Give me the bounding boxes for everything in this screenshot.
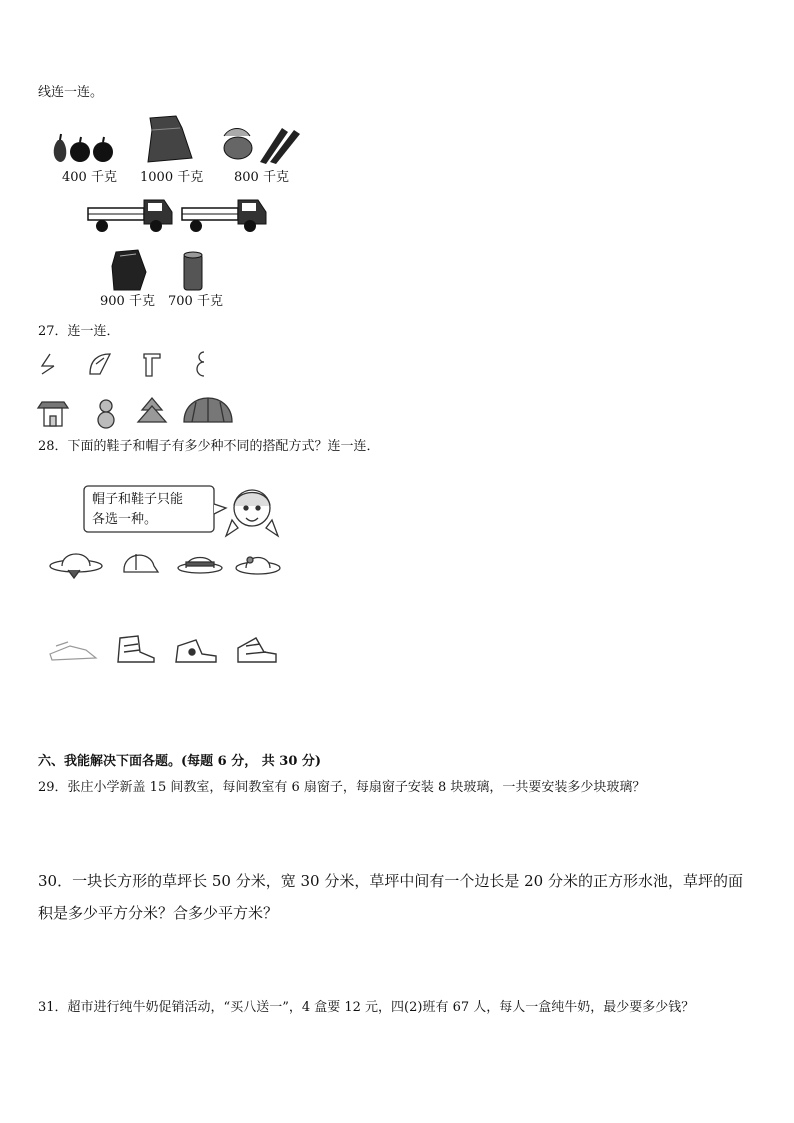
cap-icon bbox=[124, 554, 158, 572]
girl-face-icon bbox=[226, 490, 278, 536]
q28-text: 28．下面的鞋子和帽子有多少种不同的搭配方式？连一连． bbox=[38, 439, 380, 454]
intro-text: 线连一连。 bbox=[38, 85, 104, 100]
truck-icon bbox=[182, 200, 266, 232]
half-shapes-row bbox=[38, 348, 218, 382]
half-umbrella-icon bbox=[90, 354, 110, 374]
truck-icon bbox=[88, 200, 172, 232]
q27-text: 27．连一连． bbox=[38, 324, 120, 339]
section6-title: 六、我能解决下面各题。(每题 6 分， 共 30 分) bbox=[38, 754, 322, 769]
vegetables-icon bbox=[224, 128, 300, 164]
q30-line1: 30．一块长方形的草坪长 50 分米，宽 30 分米，草坪中间有一个边长是 20 分米的正方形水池，草坪的面 bbox=[38, 872, 743, 890]
q29-text: 29．张庄小学新盖 15 间教室，每间教室有 6 扇窗子，每扇窗子安装 8 块玻璃，一共要安装多少块玻璃？ bbox=[38, 780, 646, 795]
shoes-row bbox=[46, 632, 286, 668]
boot-icon bbox=[118, 636, 154, 662]
sneaker-icon bbox=[176, 640, 216, 662]
half-snowman-icon bbox=[197, 352, 204, 376]
goods-label-700: 700 千克 bbox=[168, 294, 223, 309]
full-shapes-row bbox=[38, 394, 258, 430]
sun-hat-icon bbox=[236, 557, 280, 574]
hat-icon bbox=[50, 554, 102, 578]
goods-label-800: 800 千克 bbox=[234, 170, 289, 185]
trucks bbox=[86, 194, 270, 238]
apple-icon bbox=[70, 137, 113, 162]
hats-row bbox=[46, 544, 286, 580]
snowman-icon bbox=[98, 400, 114, 428]
umbrella-icon bbox=[184, 398, 232, 422]
sport-shoe-icon bbox=[238, 638, 276, 662]
speech-line-1: 帽子和鞋子只能 bbox=[92, 492, 184, 507]
goods-label-1000: 1000 千克 bbox=[140, 170, 204, 185]
sack-icon bbox=[148, 116, 192, 162]
half-triangle-icon bbox=[42, 354, 54, 374]
goods-label-400: 400 千克 bbox=[62, 170, 117, 185]
q30-line2: 积是多少平方分米？合多少平方米？ bbox=[38, 904, 279, 922]
fedora-icon bbox=[178, 558, 222, 574]
bag-icon bbox=[112, 250, 146, 290]
pear-icon bbox=[54, 134, 67, 162]
speech-line-2: 各选一种。 bbox=[92, 512, 158, 527]
goods-pictures-2 bbox=[106, 246, 216, 294]
tree-icon bbox=[138, 398, 166, 422]
shoe-icon bbox=[50, 642, 96, 660]
house-icon bbox=[38, 402, 68, 426]
speech-text bbox=[92, 490, 183, 530]
q31-text: 31．超市进行纯牛奶促销活动，“买八送一”，4 盒要 12 元，四(2)班有 67 人，每人一盒纯牛奶，最少要多少钱？ bbox=[38, 1000, 695, 1015]
goods-label-900: 900 千克 bbox=[100, 294, 155, 309]
half-house-icon bbox=[144, 354, 160, 376]
can-icon bbox=[184, 252, 202, 290]
